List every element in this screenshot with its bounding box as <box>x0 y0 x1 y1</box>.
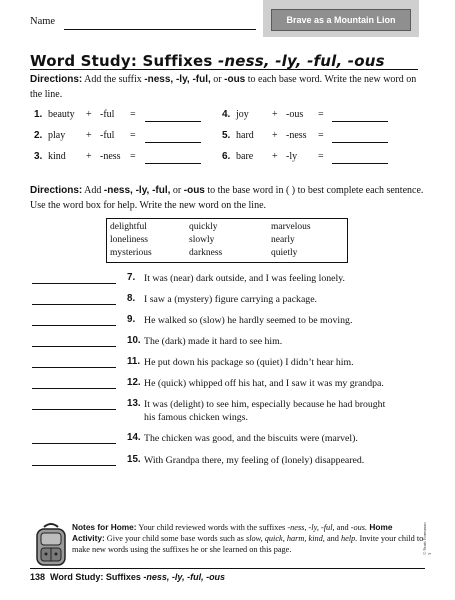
exercise-number: 6. <box>222 151 231 162</box>
page-number: 138 <box>30 572 46 582</box>
exercise-word: play <box>48 130 66 141</box>
exercise-suffix: -ful <box>100 109 115 120</box>
word-box-word: darkness <box>189 248 223 258</box>
story-tab <box>263 0 419 37</box>
word-box-word: quietly <box>271 248 298 258</box>
word-box <box>106 218 348 263</box>
word-box-column <box>271 221 311 260</box>
notes-label: Notes for Home: <box>72 522 137 532</box>
title-rule <box>30 69 418 70</box>
exercise-suffix: -ly <box>286 151 298 162</box>
sentence-text: With Grandpa there, my feeling of (lonely) disappeared. <box>144 455 365 466</box>
word-box-word: loneliness <box>110 235 148 245</box>
notes-for-home <box>72 522 427 555</box>
sentence-number: 14. <box>127 432 141 443</box>
answer-blank[interactable] <box>32 443 116 444</box>
exercise-suffix: -ness <box>100 151 121 162</box>
notes-text: Your child reviewed words with the suffixes <box>136 523 288 532</box>
plus-sign: + <box>86 130 92 141</box>
exercise-number: 3. <box>34 151 43 162</box>
sentence-row <box>32 398 432 426</box>
directions-2-suffixes: -ness, -ly, -ful, <box>103 185 171 196</box>
footer-text: Word Study: Suffixes <box>50 572 144 582</box>
sentence-text: I saw a (mystery) figure carrying a package. <box>144 294 317 305</box>
exercise-word: joy <box>236 109 249 120</box>
sentence-row <box>32 272 432 286</box>
notes-and: and <box>334 523 351 532</box>
word-box-word: nearly <box>271 235 295 245</box>
answer-blank[interactable] <box>332 130 388 143</box>
exercise-number: 1. <box>34 109 43 120</box>
name-label: Name <box>30 16 56 27</box>
exercise-suffix: -ous <box>286 109 304 120</box>
page-title <box>30 52 385 70</box>
home-activity-label: Home Activity: <box>72 522 393 543</box>
plus-sign: + <box>272 151 278 162</box>
answer-blank[interactable] <box>332 109 388 122</box>
sentence-number: 12. <box>127 377 141 388</box>
exercise-row <box>222 151 392 165</box>
directions-2-suffix-last: -ous <box>183 185 205 196</box>
word-box-word: slowly <box>189 235 215 245</box>
answer-blank[interactable] <box>32 367 116 368</box>
plus-sign: + <box>272 130 278 141</box>
sentence-row <box>32 356 432 370</box>
notes-text-2: Give your child some base words such as <box>104 534 246 543</box>
directions-1-suffixes: -ness, -ly, -ful, <box>144 74 211 85</box>
sentence-text: He (quick) whipped off his hat, and I saw it was my grandpa. <box>144 378 384 389</box>
footer <box>30 572 225 582</box>
sentence-text: It was (delight) to see him, especially because he had brought his famous chicken wings. <box>144 399 386 423</box>
directions-2-text-c: to the base word in ( ) to best complete each sentence. Use the word box for help. Write the new word on the line. <box>30 185 424 211</box>
title-main: Word Study: Suffixes <box>30 52 218 70</box>
directions-2-text-b: or <box>170 185 184 196</box>
directions-2-text-a: Add <box>82 185 104 196</box>
answer-blank[interactable] <box>145 109 201 122</box>
sentence-number: 11. <box>127 356 141 367</box>
sentence-row <box>32 432 432 446</box>
equals-sign: = <box>130 151 136 162</box>
directions-1-text-b: or <box>210 74 225 85</box>
copyright-note: © Scott Foresman 3 <box>422 522 432 555</box>
exercise-suffix: -ness <box>286 130 307 141</box>
word-box-word: quickly <box>189 222 218 232</box>
answer-blank[interactable] <box>32 409 116 410</box>
plus-sign: + <box>272 109 278 120</box>
exercise-word: beauty <box>48 109 75 120</box>
notes-examples: slow, quick, harm, kind, <box>245 534 325 543</box>
exercise-word: kind <box>48 151 66 162</box>
sentence-number: 9. <box>127 314 136 325</box>
equals-sign: = <box>130 109 136 120</box>
notes-suffixes: -ness, -ly, -ful, <box>287 523 335 532</box>
answer-blank[interactable] <box>332 151 388 164</box>
answer-blank[interactable] <box>32 304 116 305</box>
footer-rule <box>30 568 425 569</box>
sentence-text: The (dark) made it hard to see him. <box>144 336 283 347</box>
answer-blank[interactable] <box>32 325 116 326</box>
exercise-word: bare <box>236 151 254 162</box>
exercise-row <box>34 151 204 165</box>
sentence-text: It was (near) dark outside, and I was feeling lonely. <box>144 273 345 284</box>
word-box-word: mysterious <box>110 248 152 258</box>
exercise-suffix: -ful <box>100 130 115 141</box>
exercise-row <box>34 109 204 123</box>
directions-1 <box>30 72 425 102</box>
word-box-column <box>110 221 152 260</box>
story-tab-text: Brave as a Mountain Lion <box>286 15 396 25</box>
equals-sign: = <box>130 130 136 141</box>
sentence-row <box>32 454 432 468</box>
plus-sign: + <box>86 151 92 162</box>
notes-text-3: Invite your child to make new words using the suffixes he or she learned on this page. <box>72 534 424 554</box>
answer-blank[interactable] <box>32 388 116 389</box>
sentence-number: 15. <box>127 454 141 465</box>
sentence-number: 10. <box>127 335 141 346</box>
sentence-row <box>32 293 432 307</box>
directions-1-suffix-last: -ous <box>224 74 246 85</box>
backpack-icon <box>32 521 70 569</box>
word-box-word: marvelous <box>271 222 311 232</box>
word-box-column <box>189 221 222 260</box>
sentence-text: He walked so (slow) he hardly seemed to be moving. <box>144 315 353 326</box>
answer-blank[interactable] <box>32 346 116 347</box>
footer-suffixes: -ness, -ly, -ful, -ous <box>143 572 226 582</box>
notes-suffix-last: -ous. <box>350 523 368 532</box>
answer-blank[interactable] <box>145 130 201 143</box>
directions-1-text-a: Add the suffix <box>82 74 145 85</box>
exercise-number: 2. <box>34 130 43 141</box>
plus-sign: + <box>86 109 92 120</box>
sentence-row <box>32 335 432 349</box>
name-field-line[interactable] <box>64 29 256 30</box>
notes-and-2: and <box>324 534 342 543</box>
sentence-row <box>32 377 432 391</box>
word-box-word: delightful <box>110 222 147 232</box>
directions-1-label: Directions: <box>30 74 83 85</box>
answer-blank[interactable] <box>145 151 201 164</box>
sentence-text: The chicken was good, and the biscuits were (marvel). <box>144 433 358 444</box>
sentence-text: He put down his package so (quiet) I didn’t hear him. <box>144 357 354 368</box>
sentence-number: 8. <box>127 293 136 304</box>
sentence-number: 7. <box>127 272 136 283</box>
exercise-row <box>222 130 392 144</box>
exercise-number: 5. <box>222 130 231 141</box>
sentence-row <box>32 314 432 328</box>
answer-blank[interactable] <box>32 465 116 466</box>
equals-sign: = <box>318 130 324 141</box>
answer-blank[interactable] <box>32 283 116 284</box>
sentence-number: 13. <box>127 398 141 409</box>
directions-1-text-c: to each base word. Write the new word on the line. <box>30 74 417 100</box>
exercise-number: 4. <box>222 109 231 120</box>
directions-2-label: Directions: <box>30 185 83 196</box>
title-suffixes: -ness, -ly, -ful, -ous <box>217 52 385 70</box>
exercise-row <box>34 130 204 144</box>
exercise-word: hard <box>236 130 254 141</box>
equals-sign: = <box>318 151 324 162</box>
directions-2 <box>30 183 425 213</box>
exercise-row <box>222 109 392 123</box>
equals-sign: = <box>318 109 324 120</box>
notes-example-last: help. <box>341 534 358 543</box>
